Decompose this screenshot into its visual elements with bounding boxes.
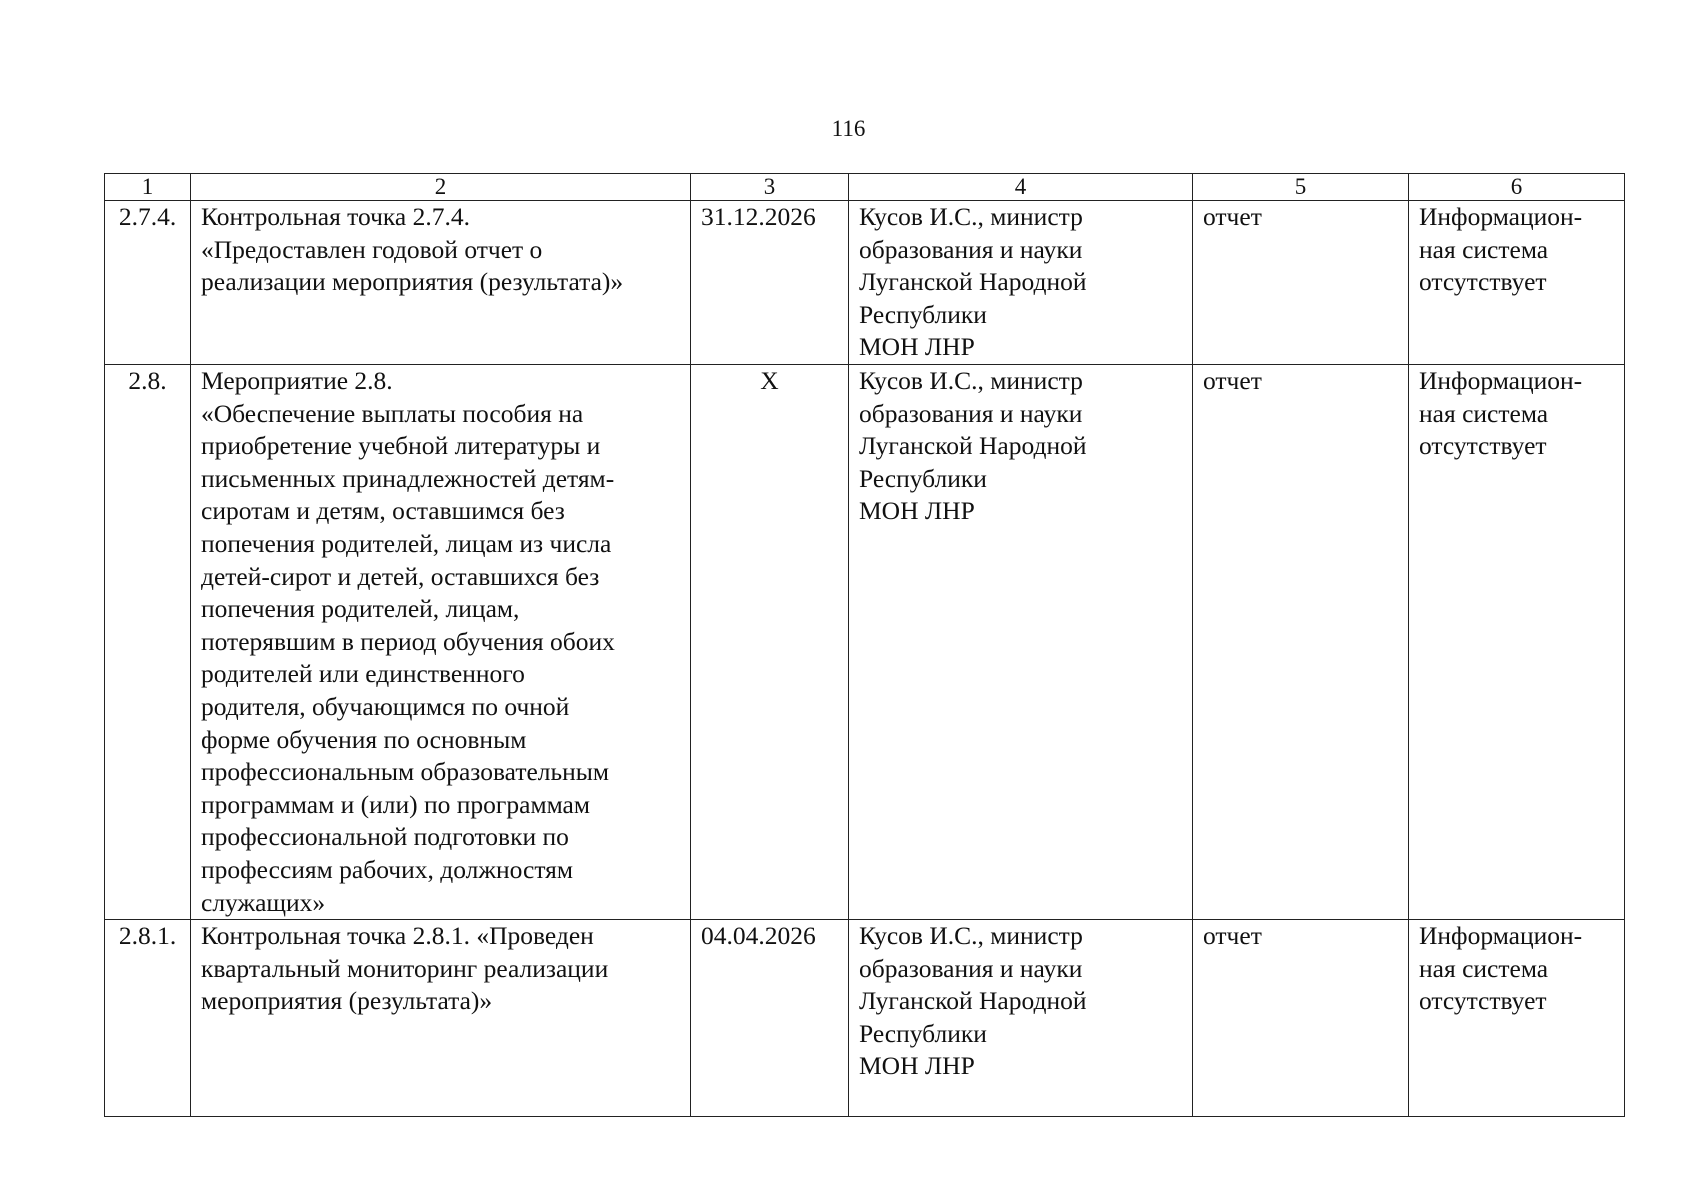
text-line: Республики bbox=[859, 299, 987, 329]
text-line: сиротам и детям, оставшимся без bbox=[201, 496, 565, 526]
responsible-cell bbox=[849, 365, 1193, 920]
header-cell-1: 1 bbox=[105, 174, 191, 201]
header-cell-2: 2 bbox=[191, 174, 691, 201]
text-line: Республики bbox=[859, 463, 987, 493]
text-line: отсутствует bbox=[1419, 267, 1547, 297]
responsible-cell bbox=[849, 920, 1193, 1117]
text-line: ная система bbox=[1419, 398, 1549, 428]
info-system-cell bbox=[1409, 920, 1625, 1117]
text-line: профессиональным образовательным bbox=[201, 757, 610, 787]
text-line: попечения родителей, лицам из числа bbox=[201, 528, 612, 558]
text-line: образования и науки bbox=[859, 234, 1083, 264]
text-line: Кусов И.С., министр bbox=[859, 202, 1083, 231]
text-line: форме обучения по основным bbox=[201, 724, 527, 754]
text-line: приобретение учебной литературы и bbox=[201, 431, 601, 461]
text-line: Кусов И.С., министр bbox=[859, 366, 1083, 395]
text-line: МОН ЛНР bbox=[859, 1051, 975, 1081]
document-cell: отчет bbox=[1193, 365, 1409, 920]
table-row bbox=[105, 365, 1625, 920]
table-row bbox=[105, 201, 1625, 365]
text-line: МОН ЛНР bbox=[859, 332, 975, 362]
header-cell-5: 5 bbox=[1193, 174, 1409, 201]
plan-table bbox=[104, 173, 1625, 1117]
text-line: профессиональной подготовки по bbox=[201, 822, 569, 852]
name-cell bbox=[191, 201, 691, 365]
text-line: Республики bbox=[859, 1018, 987, 1048]
text-line: родителя, обучающимся по очной bbox=[201, 691, 570, 721]
text-line: образования и науки bbox=[859, 398, 1083, 428]
text-line: реализации мероприятия (результата)» bbox=[201, 267, 624, 297]
text-line: Контрольная точка 2.7.4. bbox=[201, 202, 470, 231]
name-cell bbox=[191, 365, 691, 920]
text-line: «Предоставлен годовой отчет о bbox=[201, 234, 543, 264]
text-line: профессиям рабочих, должностям bbox=[201, 854, 574, 884]
text-line: Контрольная точка 2.8.1. «Проведен bbox=[201, 921, 594, 951]
date-cell: X bbox=[691, 365, 849, 920]
text-line: Информацион- bbox=[1419, 202, 1583, 231]
document-cell: отчет bbox=[1193, 920, 1409, 1117]
document-cell: отчет bbox=[1193, 201, 1409, 365]
header-cell-3: 3 bbox=[691, 174, 849, 201]
table-header-row bbox=[105, 174, 1625, 201]
row-number-cell: 2.7.4. bbox=[105, 201, 191, 365]
text-line: МОН ЛНР bbox=[859, 496, 975, 526]
row-number-cell: 2.8. bbox=[105, 365, 191, 920]
row-number-cell: 2.8.1. bbox=[105, 920, 191, 1117]
text-line: родителей или единственного bbox=[201, 659, 525, 689]
date-cell: 31.12.2026 bbox=[691, 201, 849, 365]
text-line: Луганской Народной bbox=[859, 431, 1087, 461]
text-line: потерявшим в период обучения обоих bbox=[201, 626, 615, 656]
text-line: Мероприятие 2.8. bbox=[201, 366, 393, 395]
header-cell-6: 6 bbox=[1409, 174, 1625, 201]
text-line: детей-сирот и детей, оставшихся без bbox=[201, 561, 600, 591]
text-line: Информацион- bbox=[1419, 366, 1583, 395]
info-system-cell bbox=[1409, 365, 1625, 920]
table-row bbox=[105, 920, 1625, 1117]
text-line: письменных принадлежностей детям- bbox=[201, 463, 615, 493]
text-line: квартальный мониторинг реализации bbox=[201, 953, 609, 983]
text-line: служащих» bbox=[201, 887, 326, 917]
text-line: Информацион- bbox=[1419, 921, 1583, 951]
info-system-cell bbox=[1409, 201, 1625, 365]
text-line: Луганской Народной bbox=[859, 267, 1087, 297]
text-line: отсутствует bbox=[1419, 431, 1547, 461]
text-line: Кусов И.С., министр bbox=[859, 921, 1083, 951]
text-line: мероприятия (результата)» bbox=[201, 986, 493, 1016]
text-line: отсутствует bbox=[1419, 986, 1547, 1016]
text-line: программам и (или) по программам bbox=[201, 789, 590, 819]
name-cell bbox=[191, 920, 691, 1117]
text-line: попечения родителей, лицам, bbox=[201, 594, 520, 624]
text-line: образования и науки bbox=[859, 953, 1083, 983]
date-cell: 04.04.2026 bbox=[691, 920, 849, 1117]
text-line: «Обеспечение выплаты пособия на bbox=[201, 398, 584, 428]
text-line: ная система bbox=[1419, 953, 1549, 983]
header-cell-4: 4 bbox=[849, 174, 1193, 201]
text-line: ная система bbox=[1419, 234, 1549, 264]
text-line: Луганской Народной bbox=[859, 986, 1087, 1016]
responsible-cell bbox=[849, 201, 1193, 365]
page-number: 116 bbox=[831, 116, 866, 141]
